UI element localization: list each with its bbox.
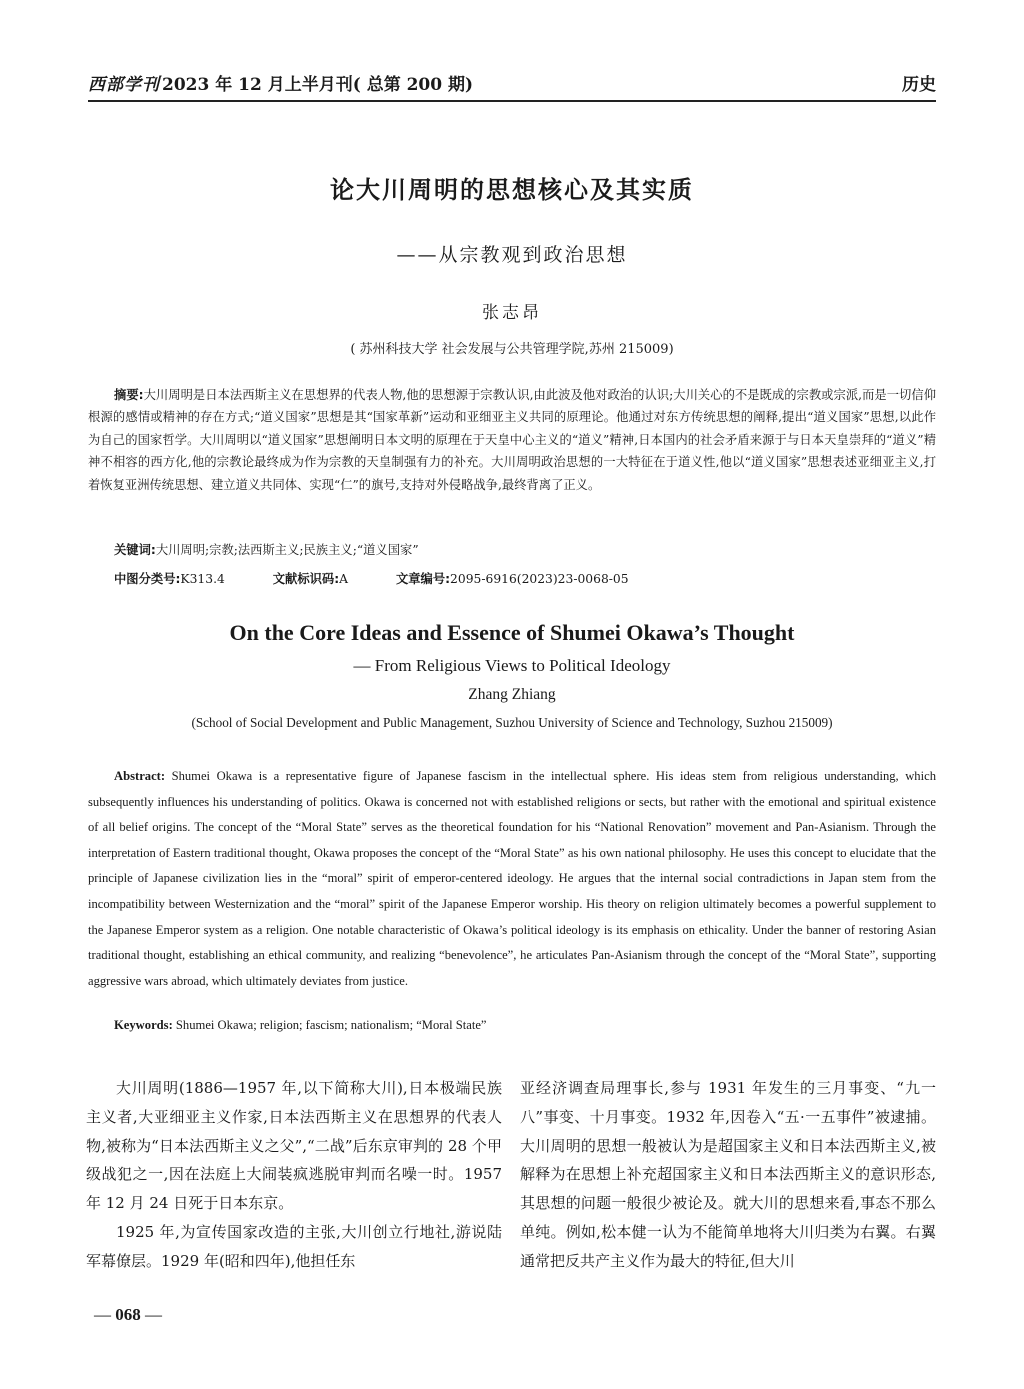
body-paragraph: 大川周明(1886—1957 年,以下简称大川),日本极端民族主义者,大亚细亚主义作家,日本法西斯主义在思想界的代表人物,被称为“日本法西斯主义之父”,“二战”后东京审判的 28 个甲级战犯之一,因在法庭上大闹装疯逃脱审判而名噪一时。1957 年 12 月 24 日死于日本东京。 — [86, 1079, 502, 1213]
clc-item — [114, 572, 225, 586]
keywords-en-text: Shumei Okawa; religion; fascism; nationalism; “Moral State” — [175, 1018, 487, 1032]
page-number-value: 068 — [115, 1305, 141, 1324]
clc-value: K313.4 — [180, 572, 225, 586]
abstract-en — [88, 764, 936, 994]
keywords-en-label: Keywords: — [114, 1018, 173, 1032]
abstract-cn-label: 摘要: — [114, 388, 144, 402]
page-number — [94, 1305, 162, 1325]
doc-code-label: 文献标识码: — [272, 572, 340, 586]
page-number-dash-left: — — [94, 1305, 116, 1324]
keywords-cn-text: 大川周明;宗教;法西斯主义;民族主义;“道义国家” — [155, 543, 419, 557]
body-paragraph: 1925 年,为宣传国家改造的主张,大川创立行地社,游说陆军幕僚层。1929 年(昭和四年),他担任东 — [86, 1222, 502, 1270]
body-paragraph: 亚经济调查局理事长,参与 1931 年发生的三月事变、“九一八”事变、十月事变。1932 年,因卷入“五·一五事件”被逮捕。大川周明的思想一般被认为是超国家主义和日本法西斯主义,被解释为在思想上补充超国家主义和日本法西斯主义的意识形态,其思想的问题一般很少被论及。就大川的思想来看,事态不那么单纯。例如,松本健一认为不能简单地将大川归类为右翼。右翼通常把反共产主义作为最大的特征,但大川 — [520, 1079, 936, 1270]
doc-code-item — [273, 572, 348, 586]
running-header — [88, 68, 936, 102]
english-author: Zhang Zhiang — [468, 686, 556, 703]
article-number-label: 文章编号: — [395, 572, 451, 586]
classification-line — [114, 569, 629, 587]
keywords-en — [114, 1018, 936, 1033]
journal-issue: 2023 年 12 月上半月刊( 总第 200 期) — [162, 75, 474, 95]
abstract-cn-text: 大川周明是日本法西斯主义在思想界的代表人物,他的思想源于宗教认识,由此波及他对政治的认识;大川关心的不是既成的宗教或宗派,而是一切信仰根源的感情或精神的存在方式;“道义国家”思想是其“国家革新”运动和亚细亚主义共同的原理论。他通过对东方传统思想的阐释,提出“道义国家”思想,以此作为自己的国家哲学。大川周明以“道义国家”思想阐明日本文明的原理在于天皇中心主义的“道义”精神,日本国内的社会矛盾来源于与日本天皇崇拜的“道义”精神不相容的西方化,他的宗教论最终成为作为宗教的天皇制强有力的补充。大川周明政治思想的一大特征在于道义性,他以“道义国家”思想表述亚细亚主义,打着恢复亚洲传统思想、建立道义共同体、实现“仁”的旗号,支持对外侵略战争,最终背离了正义。 — [88, 388, 937, 492]
article-subtitle: ——从宗教观到政治思想 — [396, 244, 628, 266]
journal-logo: 西部学刊 — [88, 75, 160, 95]
keywords-cn — [114, 540, 936, 558]
article-title: 论大川周明的思想核心及其实质 — [330, 176, 694, 204]
keywords-cn-label: 关键词: — [114, 543, 156, 557]
page-number-dash-right: — — [140, 1305, 162, 1324]
body-column-right — [520, 1074, 936, 1276]
english-affiliation: (School of Social Development and Public Management, Suzhou University of Science and Technology, Suzhou 215009) — [191, 715, 833, 730]
abstract-en-text: Shumei Okawa is a representative figure of Japanese fascism in the intellectual sphere. His ideas stem from religious understanding, which subsequently influences his understanding of politics. Okawa is concerned not with established religions or sects, but rather with the emotional and spiritual existence of all belief origins. The concept of the “Moral State” serves as the theoretical foundation for his “National Renovation” movement and Pan-Asianism. Through the interpretation of Eastern traditional thought, Okawa proposes the concept of the “Moral State” as his own national philosophy. He uses this concept to elucidate that the principle of Japanese civilization lies in the “moral” spirit of emperor-centered ideology. He argues that the internal social contradictions in Japan stem from the incompatibility between Westernization and the “moral” spirit of the Japanese Emperor worship. His theory on religion ultimately becomes a powerful supplement to the Japanese Emperor system as a religion. One notable characteristic of Okawa’s political ideology is its emphasis on ethicality. Under the banner of restoring Asian traditional thought, establishing an ethical community, and realizing “benevolence”, he articulates Pan-Asianism through the concept of the “Moral State”, supporting aggressive wars abroad, which ultimately deviates from justice. — [88, 769, 936, 988]
english-subtitle: — From Religious Views to Political Ideology — [353, 656, 671, 675]
abstract-cn — [88, 384, 936, 496]
section-label: 历史 — [902, 75, 936, 95]
article-number-value: 2095-6916(2023)23-0068-05 — [450, 572, 629, 586]
article-number-item — [396, 572, 629, 586]
clc-label: 中图分类号: — [114, 572, 181, 586]
journal-issue-line — [88, 70, 473, 95]
author-name: 张志昂 — [482, 303, 542, 323]
author-affiliation: ( 苏州科技大学 社会发展与公共管理学院,苏州 215009) — [350, 342, 674, 357]
abstract-en-label: Abstract: — [114, 769, 166, 783]
english-title: On the Core Ideas and Essence of Shumei Okawa’s Thought — [229, 620, 795, 645]
body-column-left — [86, 1074, 502, 1276]
doc-code-value: A — [339, 572, 349, 586]
